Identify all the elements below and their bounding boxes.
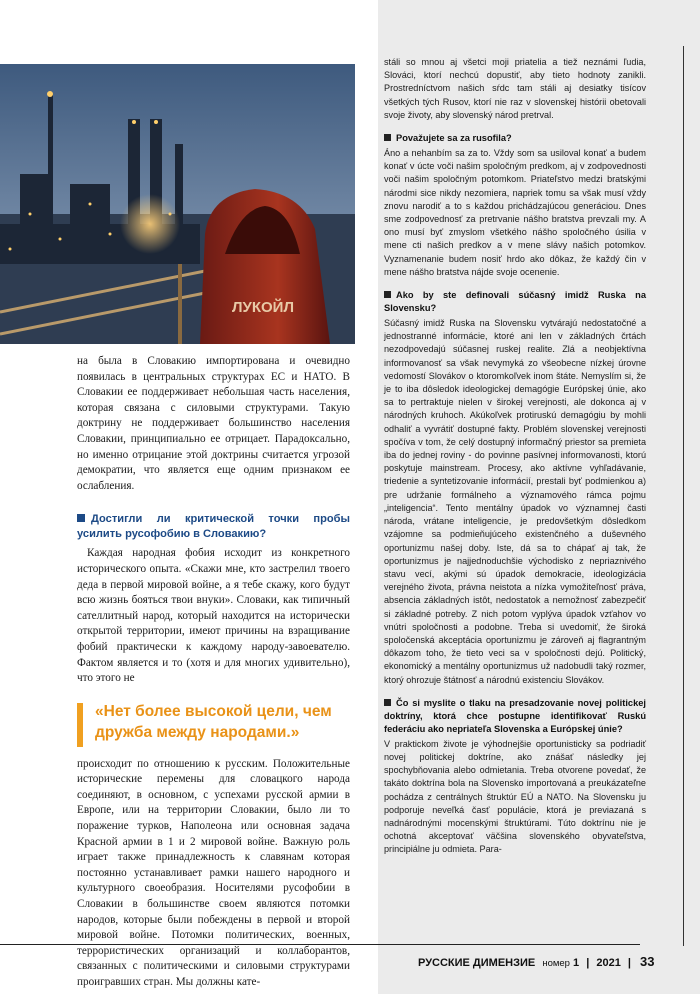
question-text: Достигли ли критической точки пробы усилить русофобию в Словакию? xyxy=(77,513,350,541)
paragraph: на была в Словакию импортирована и очевидно появилась в центральных структурах ЕС и НАТО. В Словакии ее поддерживает небольшая часть населения, которая связана с силовыми структурами. Такую доктрину не поддерживает большинство населения Словакии, принципиально ее отрицает. Парадоксально, но именно отрицание этой доктрины считается угрозой демократии, что является еще одним признаком ее ослабления. xyxy=(77,355,350,492)
page-footer xyxy=(418,954,655,969)
pull-quote-text: «Нет более высокой цели, чем дружба между народами.» xyxy=(95,702,332,741)
interview-question xyxy=(384,289,646,315)
article-photo xyxy=(0,64,355,344)
question-text: Považujete sa za rusofila? xyxy=(396,133,512,144)
issue-year: 2021 xyxy=(596,957,621,969)
interview-question xyxy=(77,512,350,542)
pull-quote xyxy=(77,701,350,743)
square-bullet-icon xyxy=(384,134,391,141)
paragraph: Каждая народная фобия исходит из конкретного исторического опыта. «Скажи мне, кто застрелил твоего деда в первой мировой войне, а я тебе скажу, кого будут всю жизнь бояться твои внуки». Словаки, как типичный сателлитный народ, который находится на исторически открытой территории, имеют причины на взращивание фобий практически к каждому народу-завоевателю. Фактом является и то (хотя и для многих удивительно), что этого не xyxy=(77,547,350,685)
separator: | xyxy=(627,957,631,969)
issue-number: 1 xyxy=(573,957,580,969)
question-text: Ako by ste definovali súčasný imidž Ruska na Slovensku? xyxy=(384,290,646,314)
interview-question xyxy=(384,132,646,145)
paragraph: stáli so mnou aj všetci moji priatelia a tiež neznámi ľudia, Slováci, ktorí nechcú dopustiť, aby tieto hodnoty zanikli. Prostredníctvom našich sŕdc tam stáli aj desiatky tisícov všetkých tých Rusov, ktorí nie raz v slovenskej histórii obetovali svoje životy, aby slovenský národ pretrval. xyxy=(384,57,646,120)
paragraph: Súčasný imidž Ruska na Slovensku vytvárajú nedostatočné a jednostranné informácie, ktoré ani len v základných črtách nezodpovedajú súčasnej ruskej realite. Zlá a neobjektívna informovanosť sa však nevymyká zo všeobecne nízkej úrovne vedomostí Slovákov o ktoromkoľvek inom štáte. Nemyslím si, že je to iba dôsledok ideologickej demagógie Európskej únie, ako sa to pertraktuje nielen v širokej verejnosti, ale dokonca aj v národných kruhoch. Akúkoľvek protiruskú demagógiu by mohli odhaliť a vyvrátiť dostupné fakty. Problém slovenskej verejnosti spočíva v tom, že celý dostupný informačný priestor sa premieta iba do jednej roviny - do povinne pasívnej informovanosti, ktorú poskytuje mainstream. Procesy, ako aktívne vyhľadávanie, triedenie a syntetizovanie informácií, prestali byť podmienkou a) pre udržanie formálneho a významového rámca pojmu „inteligencia“. Tento mentálny úpadok vo významnej časti národa, vrátane inteligencie, je predovšetkým dôsledkom vzájomne sa podmieňujúceho existenčného a duševného oportunizmu našej doby. Iste, dá sa to chápať aj tak, že oportunizmus je najjednoduchšie východisko z nepriaznivého stavu vecí, akými sú úpadok demokracie, ideologizácia verejného života, právna neistota a nízka vymožiteľnosť práva, absencia základných istôt, nedostatok a nemožnosť zabezpečiť si základné potreby. Z nich potom vyplýva úpadok vzťahov vo vnútri spoločnosti a podobne. Treba si uvedomiť, že široká spoločenská akceptácia oportunizmu je zároveň aj flagrantným dôkazom toho, že tieto veci sa v spoločnosti dejú. Politický, ekonomický a mentálny oportunizmus už nadobudli taký rozmer, ktorý ohrozuje štátnosť a národnú existenciu Slovákov. xyxy=(384,318,646,685)
paragraph: происходит по отношению к русским. Положительные исторические перемены для словацкого народа соединяют, в основном, с успехами русской армии в Европе, или на территории Словакии, было ли то поражение турков, Наполеона или основная задача Красной армии в 1 и 2 мировой войне. Важную роль играет также принадлежность к славянам которая постоянно устанавливает рамки нашего народного и культурного своеобразия. Носителями русофобии в Словакии в большинстве своем являются потомки народов, которые были побеждены в первой и второй мировой войне. Потомки политических, военных, террористических организаций и коллаборантов, связанных с политическими и силовыми структурами проигравших стран. Мы должны кате- xyxy=(77,757,350,988)
right-column xyxy=(384,56,646,857)
lukoil-logo: ЛУКОЙЛ xyxy=(232,299,294,316)
page-number: 33 xyxy=(640,954,655,969)
square-bullet-icon xyxy=(384,699,391,706)
question-text: Čo si myslite o tlaku na presadzovanie novej politickej doktríny, ktorá chce postupne identifikovať Ruskú federáciu ako nepriateľa Slovenska a Európskej únie? xyxy=(384,697,646,734)
paragraph: V praktickom živote je výhodnejšie oportunisticky sa podriadiť novej politickej doktríne, ako znášať následky jej spochybňovania alebo odmietania. Treba otvorene povedať, že takáto doktrína bola na Slovensko importovaná a preukázateľne pochádza z centrálnych štruktúr EÚ a NATO. Na Slovensku ju podporuje nevеľká časť populácie, ktorá je previazaná s nadnárodnými mocenskými štruktúrami. Túto doktrínu nie je ochotná akceptovať väčšina slovenského obyvateľstva, principiálne ju odmieta. Para- xyxy=(384,738,646,855)
footer-rule xyxy=(0,944,640,945)
square-bullet-icon xyxy=(77,514,85,522)
vertical-rule xyxy=(683,46,684,946)
interview-question xyxy=(384,697,646,736)
left-column xyxy=(77,354,350,991)
quote-bar xyxy=(77,703,83,747)
separator: | xyxy=(586,957,590,969)
magazine-name: РУССКИЕ ДИМЕНЗИЕ xyxy=(418,957,536,969)
issue-label: номер xyxy=(542,958,570,969)
paragraph: Áno a nehanbím sa za to. Vždy som sa usiloval konať a budem konať v úcte voči našim spoločným predkom, aj v zodpovednosti voči našim spoločným potomkom. Priateľstvo medzi bratskými národmi sice nikdy nezomiera, napriek tomu sa však musí vždy znovu narodiť a to s každou prichádzajúcou generáciou. Dnes sme zodpovednosť za pretrvanie nášho bratstva prevzali my. A ono musí byť zmyslom všetkého nášho spoločného úsilia v mene cti našich predkov a v mene slávy našich potomkov. Vyznamenanie budem nosiť hrdo ako dôkaz, že každý čin v mene nášho bratstva nájde svoje ocenenie. xyxy=(384,148,646,277)
square-bullet-icon xyxy=(384,291,391,298)
